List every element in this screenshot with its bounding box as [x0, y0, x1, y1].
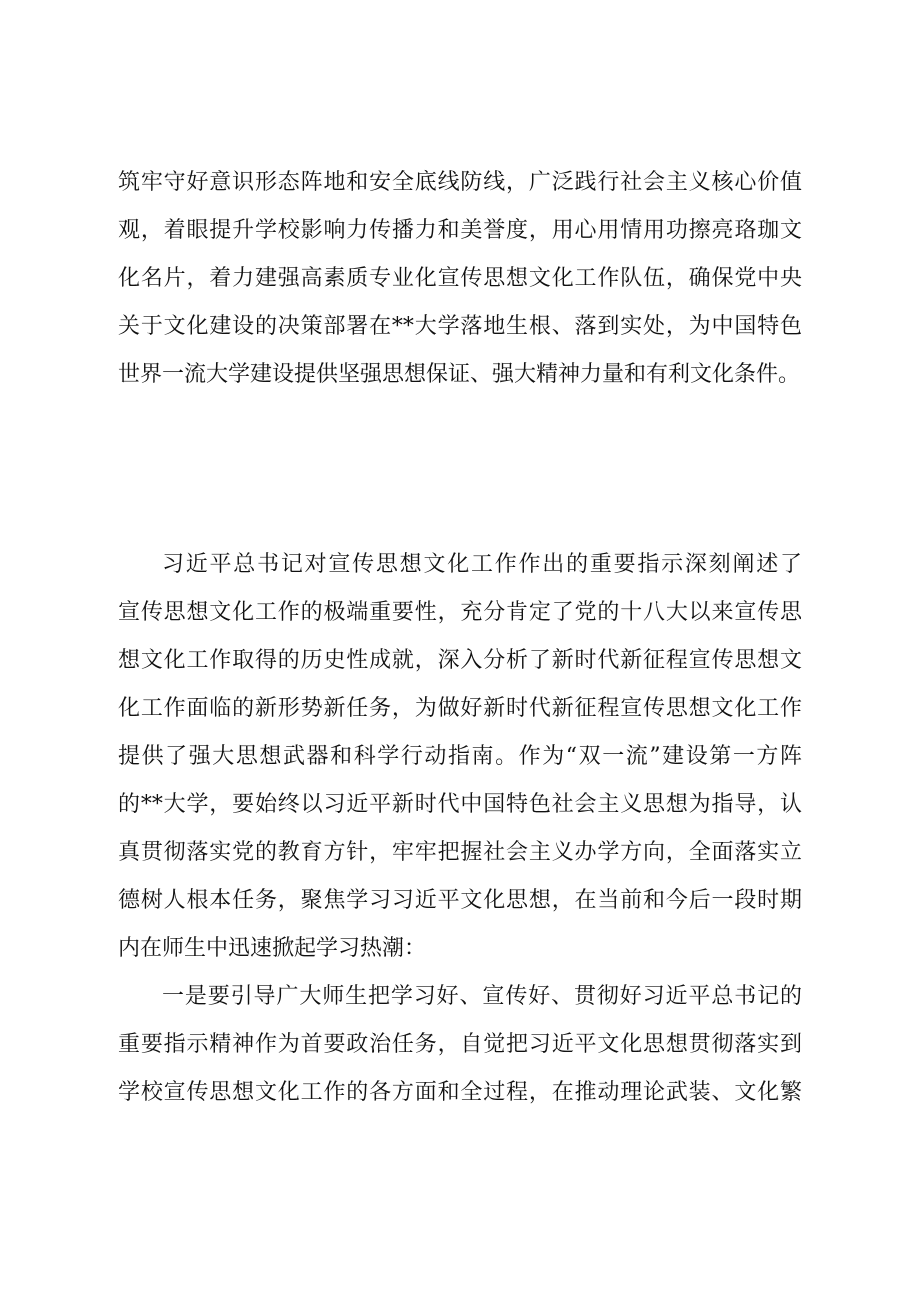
paragraph-2-line-5: 提供了强大思想武器和科学行动指南。作为“双一流”建设第一方阵: [118, 744, 802, 769]
paragraph-2-line-8: 德树人根本任务，聚焦学习习近平文化思想，在当前和今后一段时期: [118, 888, 802, 913]
paragraph-3-line-2: 重要指示精神作为首要政治任务，自觉把习近平文化思想贯彻落实到: [118, 1032, 802, 1057]
paragraph-2-line-2: 宣传思想文化工作的极端重要性，充分肯定了党的十八大以来宣传思: [118, 600, 802, 625]
paragraph-3-line-1: 一是要引导广大师生把学习好、宣传好、贯彻好习近平总书记的: [162, 984, 802, 1009]
paragraph-1-line-4: 关于文化建设的决策部署在**大学落地生根、落到实处，为中国特色: [118, 314, 802, 339]
paragraph-1-line-2: 观，着眼提升学校影响力传播力和美誉度，用心用情用功擦亮珞珈文: [118, 218, 802, 243]
paragraph-1-line-1: 筑牢守好意识形态阵地和安全底线防线，广泛践行社会主义核心价值: [118, 170, 802, 195]
paragraph-2-line-1: 习近平总书记对宣传思想文化工作作出的重要指示深刻阐述了: [162, 552, 802, 577]
paragraph-2-line-7: 真贯彻落实党的教育方针，牢牢把握社会主义办学方向，全面落实立: [118, 840, 802, 865]
paragraph-2-line-4: 化工作面临的新形势新任务，为做好新时代新征程宣传思想文化工作: [118, 696, 802, 721]
paragraph-3-line-3: 学校宣传思想文化工作的各方面和全过程，在推动理论武装、文化繁: [118, 1080, 802, 1105]
paragraph-1-line-3: 化名片，着力建强高素质专业化宣传思想文化工作队伍，确保党中央: [118, 266, 802, 291]
paragraph-2-line-6: 的**大学，要始终以习近平新时代中国特色社会主义思想为指导，认: [118, 792, 802, 817]
paragraph-1-line-5: 世界一流大学建设提供坚强思想保证、强大精神力量和有利文化条件。: [118, 362, 801, 387]
paragraph-2-line-9: 内在师生中迅速掀起学习热潮：: [118, 936, 427, 961]
paragraph-2-line-3: 想文化工作取得的历史性成就，深入分析了新时代新征程宣传思想文: [118, 648, 802, 673]
